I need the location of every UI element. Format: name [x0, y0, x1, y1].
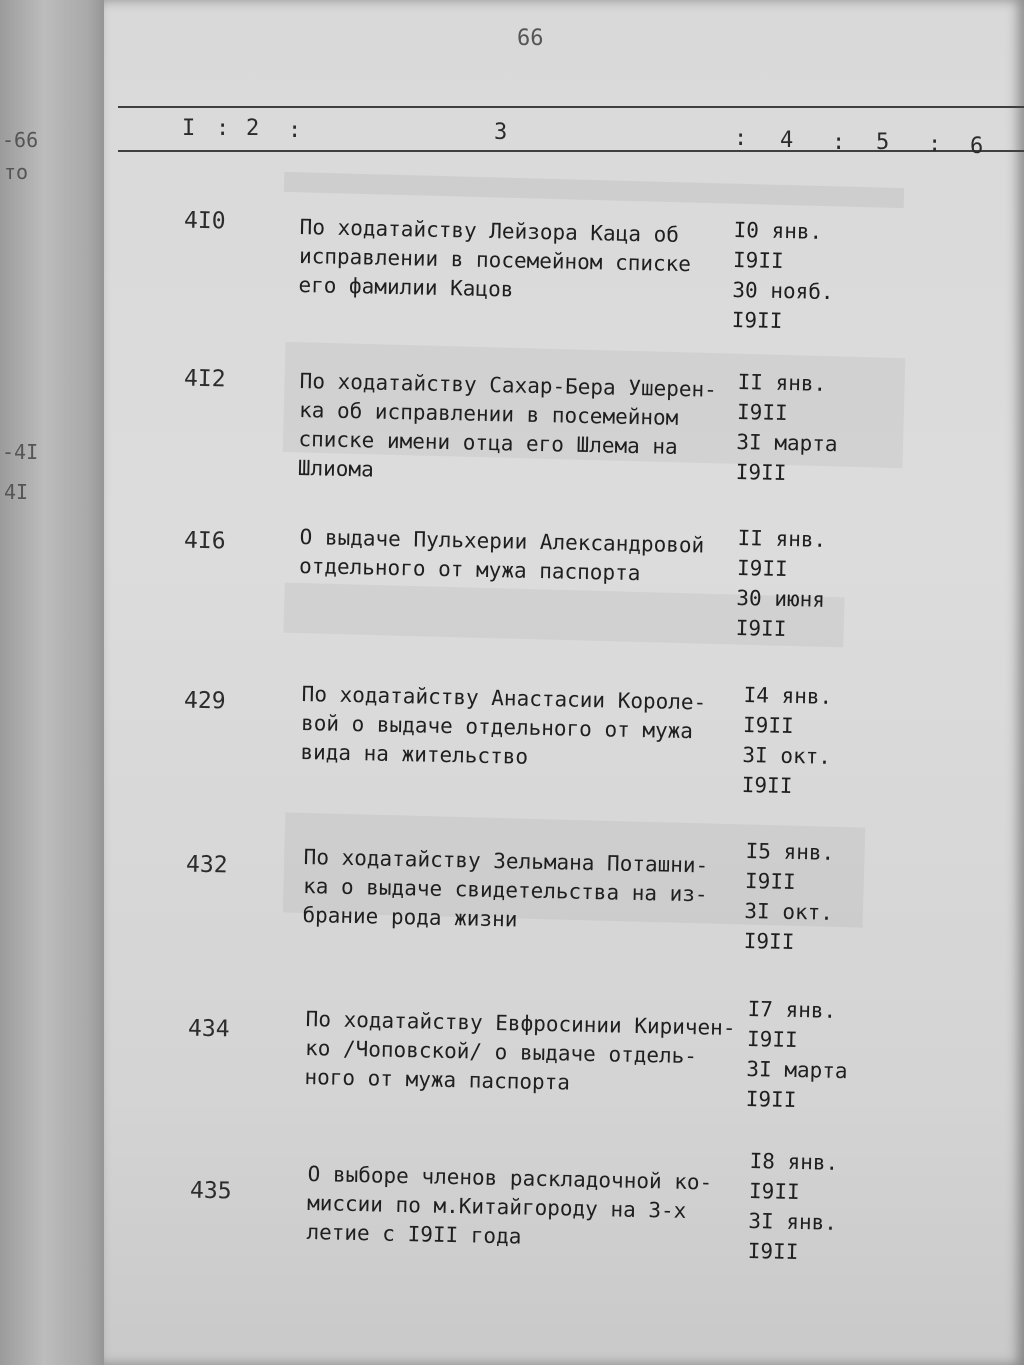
end-date: 30 нояб.: [732, 277, 834, 305]
record-dates: [745, 994, 849, 1116]
end-year: I9II: [747, 1238, 799, 1265]
bleed-through: [284, 172, 904, 208]
end-year: I9II: [735, 615, 787, 642]
column-separator: :: [928, 132, 942, 157]
description-line: По ходатайству Сахар-Бера Ушерен-: [299, 368, 718, 402]
column-header: 4: [780, 128, 794, 153]
start-year: I9II: [732, 247, 784, 274]
start-date: I7 янв.: [747, 996, 837, 1023]
start-date: I4 янв.: [743, 682, 833, 709]
column-header: 2: [246, 116, 260, 141]
end-date: 3I янв.: [748, 1208, 838, 1235]
description-line: летие с I9II года: [306, 1219, 522, 1249]
record-number: 4I6: [183, 527, 226, 555]
start-date: I0 янв.: [733, 217, 823, 244]
record-number: 432: [185, 851, 228, 879]
start-date: II янв.: [737, 369, 827, 396]
record-description: [298, 213, 692, 308]
description-line: Шлиома: [297, 455, 374, 482]
record-number: 434: [187, 1015, 230, 1043]
description-line: ка об исправлении в посемейном: [298, 397, 679, 430]
description-line: списке имени отца его Шлема на: [298, 426, 678, 459]
column-header: 3: [494, 120, 508, 145]
record-number: 4I2: [183, 365, 226, 393]
description-line: О выборе членов раскладочной ко-: [307, 1161, 713, 1195]
end-date: 3I марта: [736, 429, 838, 457]
end-date: 3I окт.: [742, 742, 832, 769]
record-description: [304, 1005, 736, 1101]
description-line: отдельного от мужа паспорта: [298, 553, 641, 586]
record-description: [299, 523, 705, 589]
margin-mark: 4I: [4, 480, 29, 504]
end-year: I9II: [735, 459, 787, 486]
start-year: I9II: [746, 1026, 798, 1053]
description-line: ного от мужа паспорта: [304, 1064, 571, 1095]
record-description: [302, 843, 708, 938]
description-line: вой о выдаче отдельного от мужа: [300, 710, 694, 744]
record-number: 429: [183, 687, 226, 715]
record-dates: [741, 680, 832, 802]
end-year: I9II: [743, 928, 795, 955]
description-line: исправлении в посемейном списке: [298, 243, 692, 277]
end-date: 30 июня: [736, 585, 826, 612]
document-page: [104, 0, 1024, 1365]
record-dates: [735, 367, 839, 489]
record-description: [298, 367, 718, 492]
description-line: По ходатайству Зельмана Поташни-: [303, 844, 709, 878]
description-line: О выдаче Пульхерии Александровой: [299, 524, 705, 558]
description-line: ко /Чоповской/ о выдаче отдель-: [304, 1035, 698, 1069]
margin-mark: то: [4, 160, 29, 184]
end-year: I9II: [745, 1086, 797, 1113]
start-date: I8 янв.: [749, 1148, 839, 1175]
record-dates: [747, 1146, 838, 1268]
record-number: 4I0: [183, 207, 226, 235]
start-date: I5 янв.: [745, 838, 835, 865]
description-line: его фамилии Кацов: [298, 272, 514, 302]
start-year: I9II: [736, 399, 788, 426]
column-separator: :: [288, 118, 302, 143]
header-top-rule: [118, 106, 1024, 108]
record-dates: [731, 215, 835, 337]
record-dates: [735, 523, 826, 645]
end-date: 3I окт.: [744, 898, 834, 925]
start-date: II янв.: [737, 525, 827, 552]
end-date: 3I марта: [746, 1056, 848, 1084]
description-line: По ходатайству Анастасии Короле-: [301, 681, 707, 715]
margin-mark: -4I: [2, 440, 39, 464]
record-description: [306, 1160, 712, 1255]
column-separator: :: [734, 126, 748, 151]
margin-mark: -66: [2, 128, 39, 152]
page-number: 66: [517, 26, 544, 51]
previous-page-edge: [0, 0, 110, 1365]
start-year: I9II: [748, 1178, 800, 1205]
end-year: I9II: [741, 772, 793, 799]
column-header: I: [182, 116, 196, 141]
description-line: вида на жительство: [300, 739, 529, 769]
column-header: 6: [970, 134, 984, 159]
description-line: По ходатайству Евфросинии Киричен-: [305, 1006, 736, 1040]
description-line: По ходатайству Лейзора Каца об: [299, 214, 680, 247]
end-year: I9II: [731, 307, 783, 334]
description-line: миссии по м.Китайгороду на 3-х: [306, 1190, 687, 1223]
description-line: брание рода жизни: [302, 902, 518, 932]
record-number: 435: [189, 1177, 232, 1205]
column-separator: :: [832, 130, 846, 155]
description-line: ка о выдаче свидетельства на из-: [302, 873, 708, 907]
start-year: I9II: [736, 555, 788, 582]
start-year: I9II: [744, 868, 796, 895]
record-description: [300, 680, 706, 775]
start-year: I9II: [742, 712, 794, 739]
column-separator: :: [216, 116, 230, 141]
record-dates: [743, 836, 834, 958]
column-header: 5: [876, 130, 890, 155]
